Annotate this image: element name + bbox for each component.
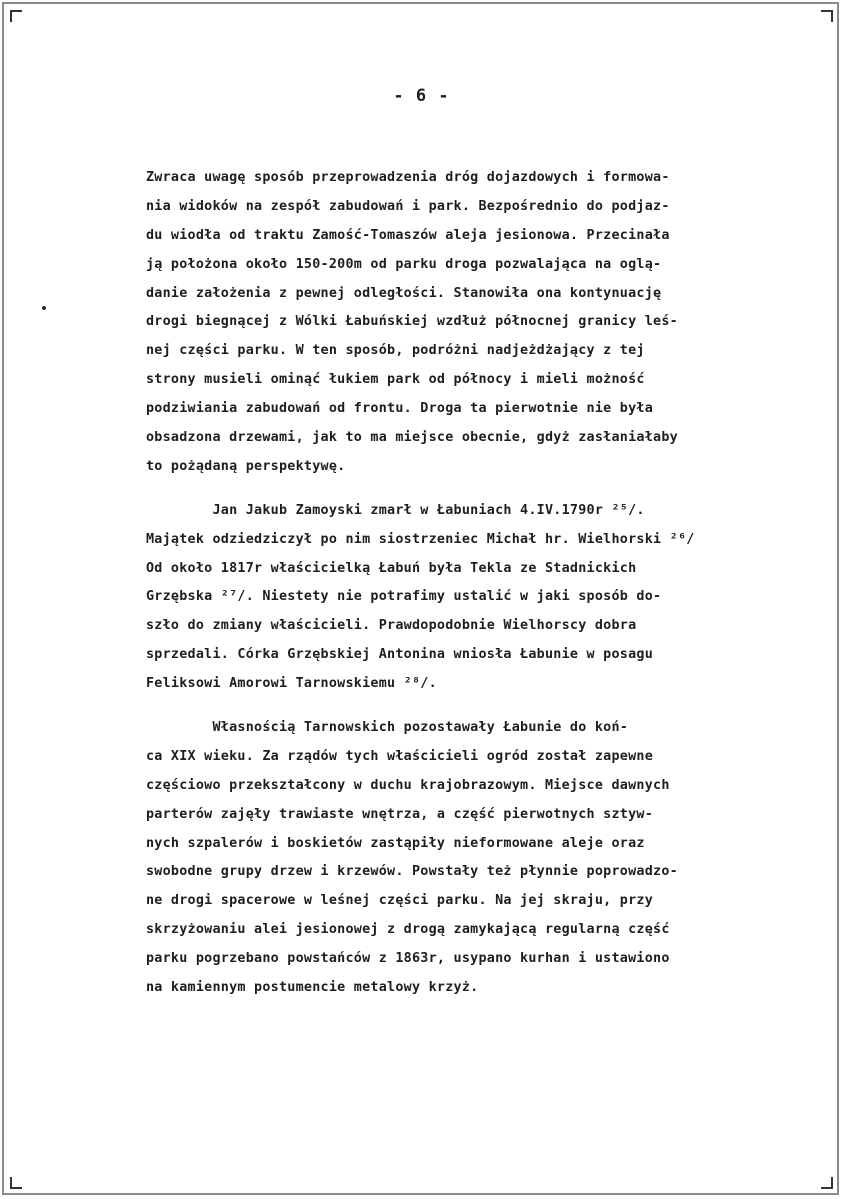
text-line: ją położona około 150-200m od parku droga pozwalająca na oglą- xyxy=(146,256,662,272)
text-line: drogi biegnącej z Wólki Łabuńskiej wzdłuż północnej granicy leś- xyxy=(146,314,678,330)
margin-dot xyxy=(42,306,46,310)
text-line: ca XIX wieku. Za rządów tych właścicieli ogród został zapewne xyxy=(146,748,654,764)
text-line: Zwraca uwagę sposób przeprowadzenia dróg dojazdowych i formowa- xyxy=(146,170,670,185)
text-line: nych szpalerów i boskietów zastąpiły nieformowane aleje oraz xyxy=(146,835,645,851)
text-line: swobodne grupy drzew i krzewów. Powstały też płynnie poprowadzo- xyxy=(146,864,678,880)
page-number: - 6 - xyxy=(393,86,450,106)
text-line: nej części parku. W ten sposób, podróżni nadjeżdżający z tej xyxy=(146,343,645,359)
text-line: skrzyżowaniu alei jesionowej z drogą zamykającą regularną część xyxy=(146,922,670,938)
text-line: sprzedali. Córka Grzębskiej Antonina wniosła Łabunie w posagu xyxy=(146,647,654,663)
text-line: na kamiennym postumencie metalowy krzyż. xyxy=(146,980,479,996)
paragraph xyxy=(146,164,806,482)
text-line: parku pogrzebano powstańców z 1863r, usypano kurhan i ustawiono xyxy=(146,951,670,967)
paragraph-gap xyxy=(146,482,806,497)
text-line: Własnością Tarnowskich pozostawały Łabunie do koń- xyxy=(146,720,629,736)
text-line: Majątek odziedziczył po nim siostrzeniec Michał hr. Wielhorski ²⁶/ xyxy=(146,531,695,547)
text-line: Od około 1817r właścicielką Łabuń była Tekla ze Stadnickich xyxy=(146,560,637,576)
text-line: parterów zajęły trawiaste wnętrza, a część pierwotnych sztyw- xyxy=(146,806,654,822)
text-line: szło do zmiany właścicieli. Prawdopodobnie Wielhorscy dobra xyxy=(146,618,637,634)
paragraph xyxy=(146,714,806,1003)
paragraph xyxy=(146,497,806,699)
document-body xyxy=(146,164,806,1003)
text-line: podziwiania zabudowań od frontu. Droga ta pierwotnie nie była xyxy=(146,401,654,417)
text-line: du wiodła od traktu Zamość-Tomaszów aleja jesionowa. Przecinała xyxy=(146,227,670,243)
text-line: to pożądaną perspektywę. xyxy=(146,458,346,474)
text-line: Grzębska ²⁷/. Niestety nie potrafimy ustalić w jaki sposób do- xyxy=(146,589,662,605)
paragraph-gap xyxy=(146,699,806,714)
text-line: ne drogi spacerowe w leśnej części parku. Na jej skraju, przy xyxy=(146,893,654,909)
text-line: nia widoków na zespół zabudowań i park. Bezpośrednio do podjaz- xyxy=(146,198,670,214)
text-line: Jan Jakub Zamoyski zmarł w Łabuniach 4.IV.1790r ²⁵/. xyxy=(146,502,645,518)
text-line: częściowo przekształcony w duchu krajobrazowym. Miejsce dawnych xyxy=(146,777,670,793)
text-line: obsadzona drzewami, jak to ma miejsce obecnie, gdyż zasłaniałaby xyxy=(146,430,678,446)
text-line: danie założenia z pewnej odległości. Stanowiła ona kontynuację xyxy=(146,285,662,301)
text-line: strony musieli ominąć łukiem park od północy i mieli możność xyxy=(146,372,645,388)
text-line: Feliksowi Amorowi Tarnowskiemu ²⁸/. xyxy=(146,676,437,692)
